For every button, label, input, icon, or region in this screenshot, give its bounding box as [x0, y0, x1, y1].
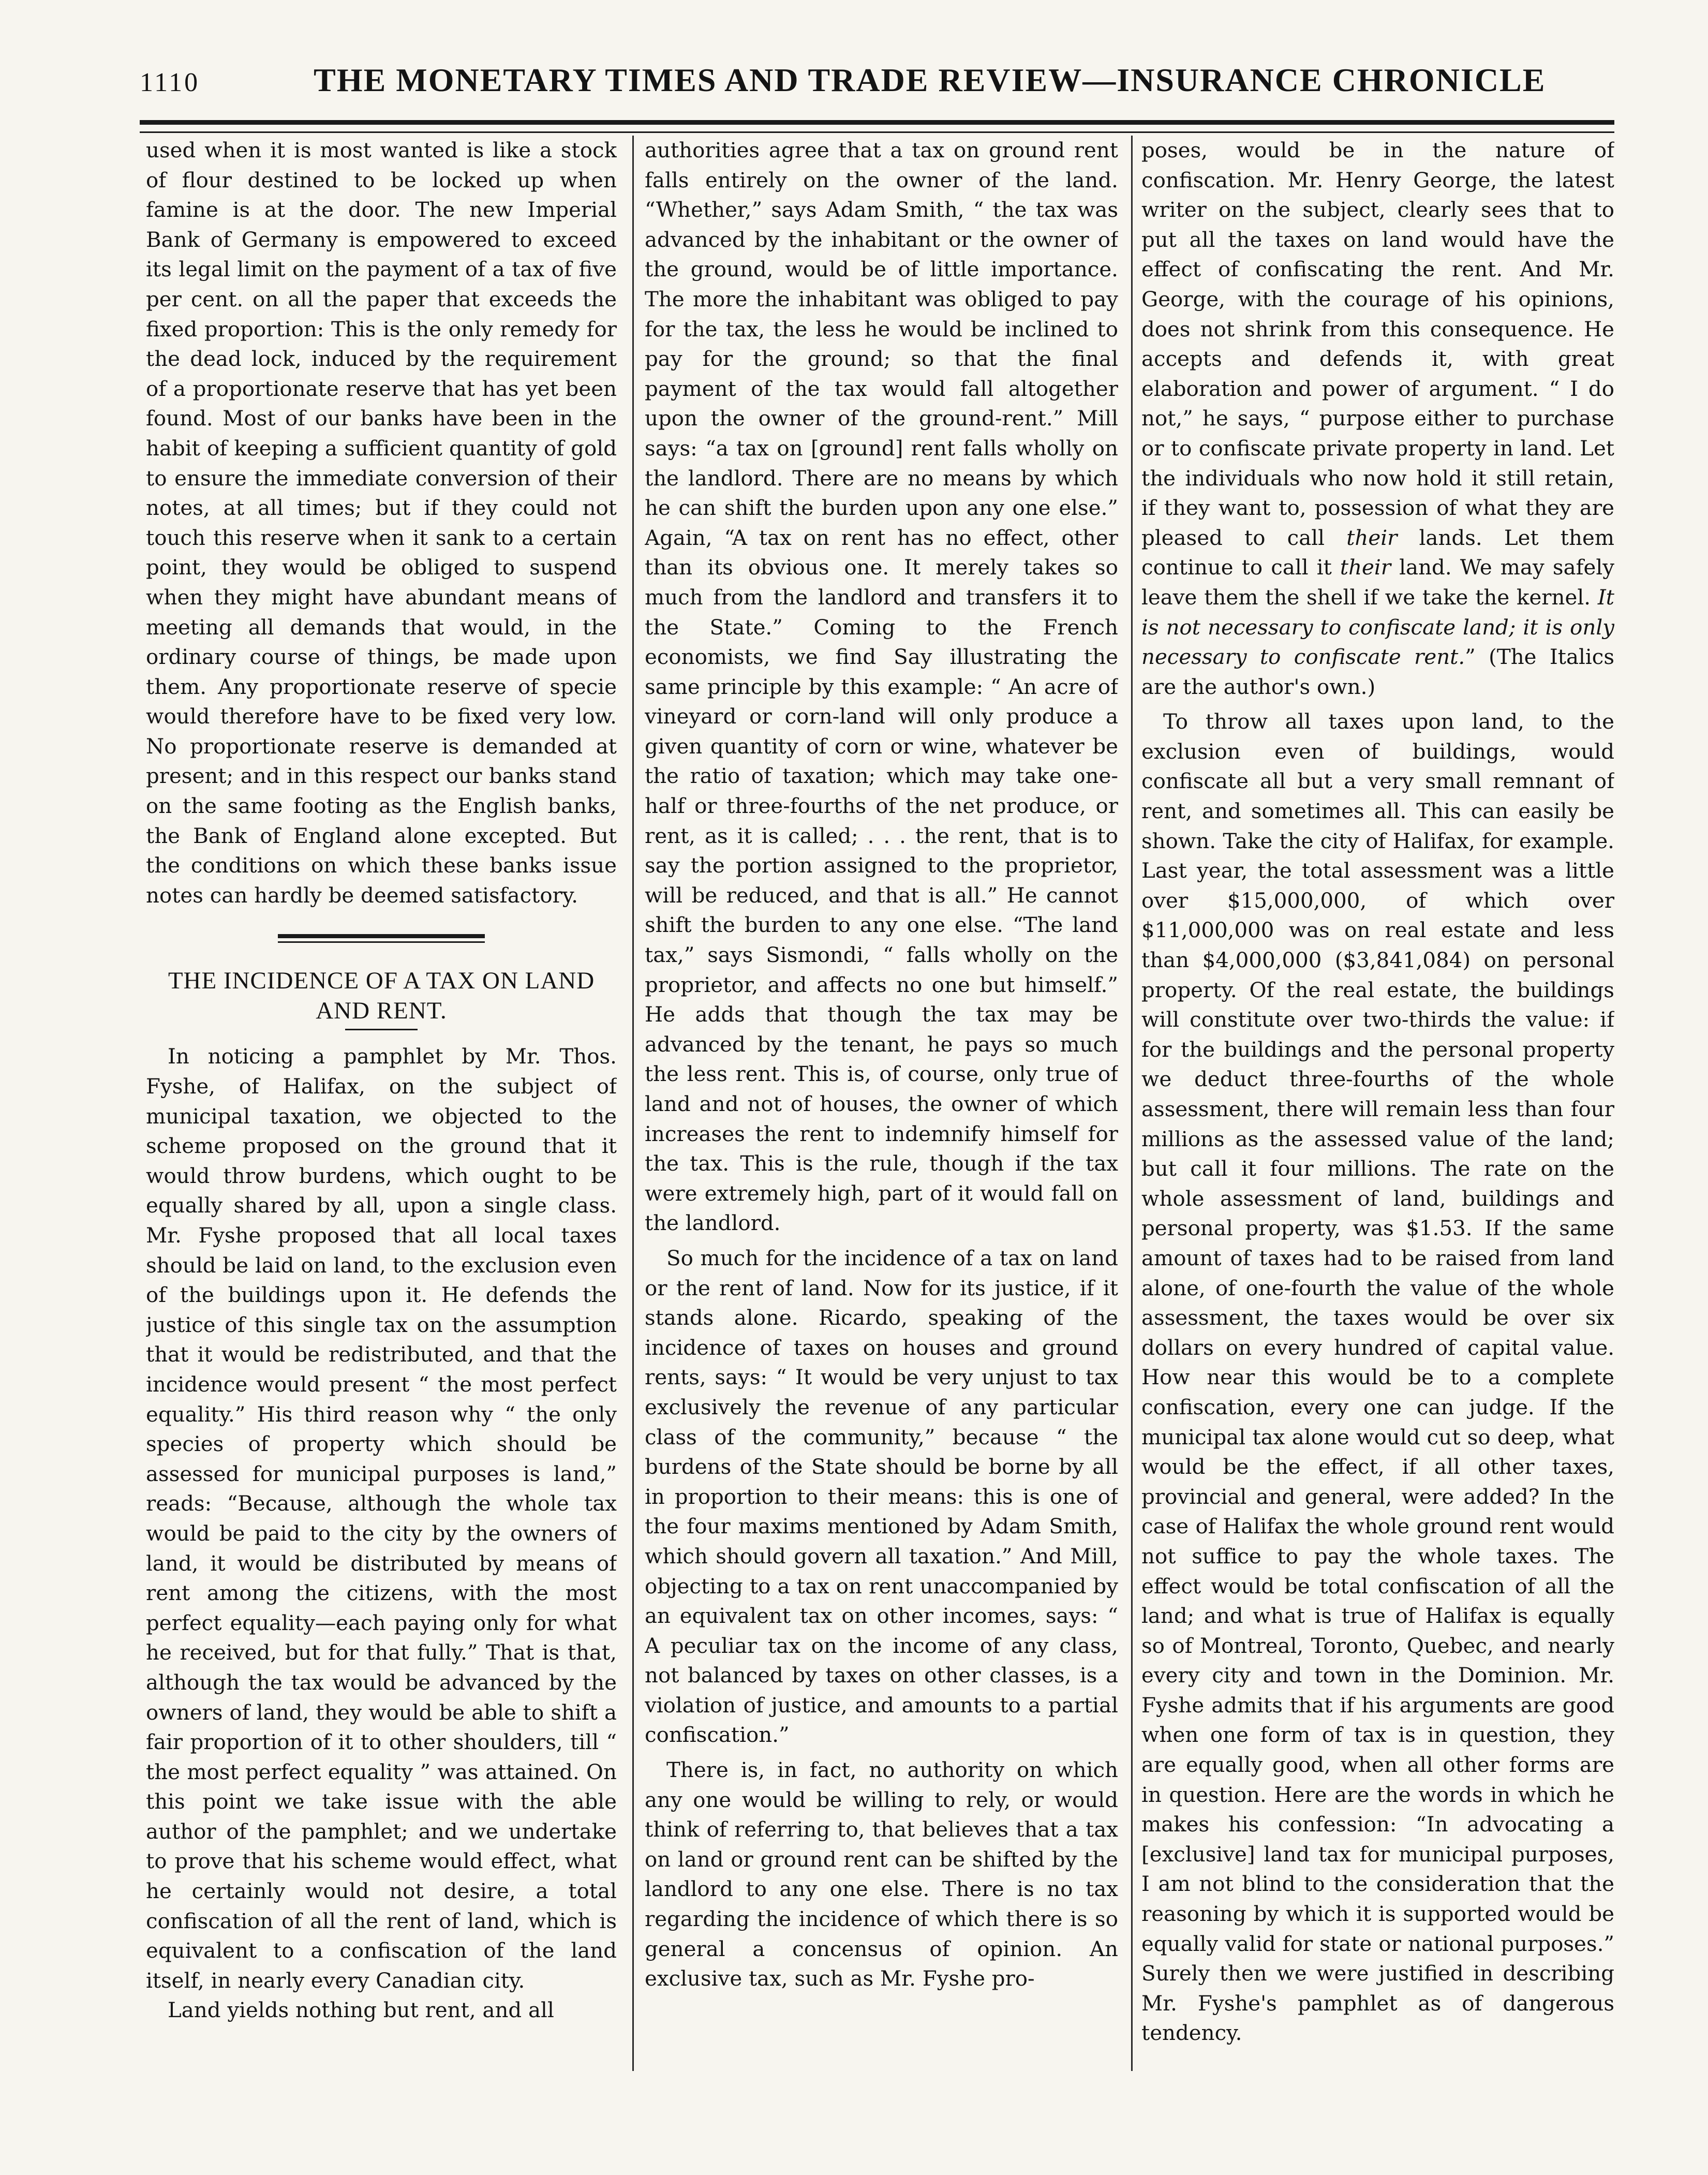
- article-paragraph: In noticing a pamphlet by Mr. Thos. Fyshe, of Halifax, on the subject of municipal taxation, we objected to the scheme proposed on the ground that it would throw burdens, which ought to be equally shared by all, upon a single class. Mr. Fyshe proposed that all local taxes should be laid on land, to the exclusion even of the buildings upon it. He defends the justice of this single tax on the assumption that it would be redistributed, and that the incidence would present “ the most perfect equality.” His third reason why “ the only species of property which should be assessed for municipal purposes is land,” reads: “Because, although the whole tax would be paid to the city by the owners of land, it would be distributed by means of rent among the citizens, with the most perfect equality—each paying only for what he received, but for that fully.” That is that, although the tax would be advanced by the owners of land, they would be able to shift a fair proportion of it to other shoulders, till “ the most perfect equality ” was attained. On this point we take issue with the able author of the pamphlet; and we undertake to prove that his scheme would effect, what he certainly would not desire, a total confiscation of all the rent of land, which is equivalent to a confiscation of the land itself, in nearly every Canadian city.: [146, 1044, 617, 1993]
- text-run: poses, would be in the nature of confiscation. Mr. Henry George, the latest writer on the subject, clearly sees that to put all the taxes on land would have the effect of confiscating the rent. And Mr. George, with the courage of his opinions, does not shrink from this consequence. He accepts and defends it, with great elaboration and power of argument. “ I do not,” he says, “ purpose either to purchase or to confiscate private property in land. Let the individuals who now hold it still retain, if they want to, possession of what they are pleased to call: [1141, 138, 1614, 550]
- article-paragraph: There is, in fact, no authority on which any one would be willing to rely, or would think of referring to, that believes that a tax on land or ground rent can be shifted by the landlord to any one else. There is no tax regarding the incidence of which there is so general a concensus of opinion. An exclusive tax, such as Mr. Fyshe pro-: [645, 1758, 1118, 1991]
- column-1: [146, 136, 617, 2092]
- article-divider-thin: [278, 941, 485, 943]
- text-run: land. We may safely leave them the shell if we take the kernel.: [1141, 555, 1614, 610]
- italic-text: their: [1346, 525, 1398, 550]
- article-title: THE INCIDENCE OF A TAX ON LAND AND RENT.: [168, 967, 595, 1025]
- page-number: 1110: [140, 68, 200, 97]
- article-paragraph: authorities agree that a tax on ground rent falls entirely on the owner of the land. “Whether,” says Adam Smith, “ the tax was advanced by the inhabitant or the owner of the ground, would be of little importance. The more the inhabitant was obliged to pay for the tax, the less he would be inclined to pay for the ground; so that the final payment of the tax would fall altogether upon the owner of the ground-rent.” Mill says: “a tax on [ground] rent falls wholly on the landlord. There are no means by which he can shift the burden upon any one else.” Again, “A tax on rent has no effect, other than its obvious one. It merely takes so much from the landlord and transfers it to the State.” Coming to the French economists, we find Say illustrating the same principle by this example: “ An acre of vineyard or corn-land will only produce a given quantity of corn or wine, whatever be the ratio of taxation; which may take one-half or three-fourths of the net produce, or rent, as it is called; . . . the rent, that is to say the portion assigned to the proprietor, will be reduced, and that is all.” He cannot shift the burden to any one else. “The land tax,” says Sismondi, “ falls wholly on the proprietor, and affects no one but himself.” He adds that though the tax may be advanced by the tenant, he pays so much the less rent. This is, of course, only true of land and not of houses, the owner of which increases the rent to indemnify himself for the tax. This is the rule, though if the tax were extremely high, part of it would fall on the landlord.: [645, 138, 1118, 1236]
- page-header: [140, 61, 1614, 108]
- header-rule-thin: [140, 131, 1614, 133]
- column-2: [645, 136, 1118, 2092]
- column-divider-2: [1131, 136, 1133, 2071]
- column-divider-1: [632, 136, 634, 2071]
- column-3: [1141, 136, 1614, 2092]
- masthead-title: THE MONETARY TIMES AND TRADE REVIEW—INSURANCE CHRONICLE: [314, 62, 1546, 98]
- article-paragraph: So much for the incidence of a tax on land or the rent of land. Now for its justice, if it stands alone. Ricardo, speaking of the incidence of taxes on houses and ground rents, says: “ It would be very unjust to tax exclusively the revenue of any particular class of the community,” because “ the burdens of the State should be borne by all in proportion to their means: this is one of the four maxims mentioned by Adam Smith, which should govern all taxation.” And Mill, objecting to a tax on rent unaccompanied by an equivalent tax on other incomes, says: “ A peculiar tax on the income of any class, not balanced by taxes on other classes, is a violation of justice, and amounts to a partial confiscation.”: [645, 1246, 1118, 1748]
- article-paragraph: Land yields nothing but rent, and all: [168, 1998, 554, 2023]
- text-run: ” (The Italics are the author's own.): [1141, 645, 1614, 699]
- title-underline: [345, 1029, 418, 1030]
- article-paragraph: To throw all taxes upon land, to the exclusion even of buildings, would confiscate all but a very small remnant of rent, and sometimes all. This can easily be shown. Take the city of Halifax, for example. Last year, the total assessment was a little over $15,000,000, of which over $11,000,000 was on real estate and less than $4,000,000 ($3,841,084) on personal property. Of the real estate, the buildings will constitute over two-thirds the value: if for the buildings and the personal property we deduct three-fourths of the whole assessment, there will remain less than four millions as the assessed value of the land; but call it four millions. The rate on the whole assessment of land, buildings and personal property, was $1.53. If the same amount of taxes had to be raised from land alone, of one-fourth the value of the whole assessment, the taxes would be over six dollars on every hundred of capital value. How near this would be to a complete confiscation, every one can judge. If the municipal tax alone would cut so deep, what would be the effect, if all other taxes, provincial and general, were added? In the case of Halifax the whole ground rent would not suffice to pay the whole taxes. The effect would be total confiscation of all the land; and what is true of Halifax is equally so of Montreal, Toronto, Quebec, and nearly every city and town in the Dominion. Mr. Fyshe admits that if his arguments are good when one form of tax is in question, they are equally good, when all other forms are in question. Here are the words in which he makes his confession: “In advocating a [exclusive] land tax for municipal purposes, I am not blind to the consideration that the reasoning by which it is supported would be equally valid for state or national purposes.” Surely then we were justified in describing Mr. Fyshe's pamphlet as of dangerous tendency.: [1141, 709, 1614, 2046]
- banking-paragraph: used when it is most wanted is like a stock of flour destined to be locked up when famine is at the door. The new Imperial Bank of Germany is empowered to exceed its legal limit on the payment of a tax of five per cent. on all the paper that exceeds the fixed proportion: This is the only remedy for the dead lock, induced by the requirement of a proportionate reserve that has yet been found. Most of our banks have been in the habit of keeping a sufficient quantity of gold to ensure the immediate conversion of their notes, at all times; but if they could not touch this reserve when it sank to a certain point, they would be obliged to suspend when they might have abundant means of meeting all demands that would, in the ordinary course of things, be made upon them. Any proportionate reserve of specie would therefore have to be fixed very low. No proportionate reserve is demanded at present; and in this respect our banks stand on the same footing as the English banks, the Bank of England alone excepted. But the conditions on which these banks issue notes can hardly be deemed satisfactory.: [146, 138, 617, 908]
- italic-text: their: [1340, 555, 1391, 580]
- article-divider-thick: [278, 934, 485, 938]
- article-paragraph: [1141, 136, 1614, 702]
- header-rule-thick: [140, 120, 1614, 125]
- text-run: lands. Let them continue to call it: [1141, 525, 1614, 580]
- italic-text: It is not necessary to confiscate land; it is only necessary to confiscate rent.: [1141, 585, 1614, 670]
